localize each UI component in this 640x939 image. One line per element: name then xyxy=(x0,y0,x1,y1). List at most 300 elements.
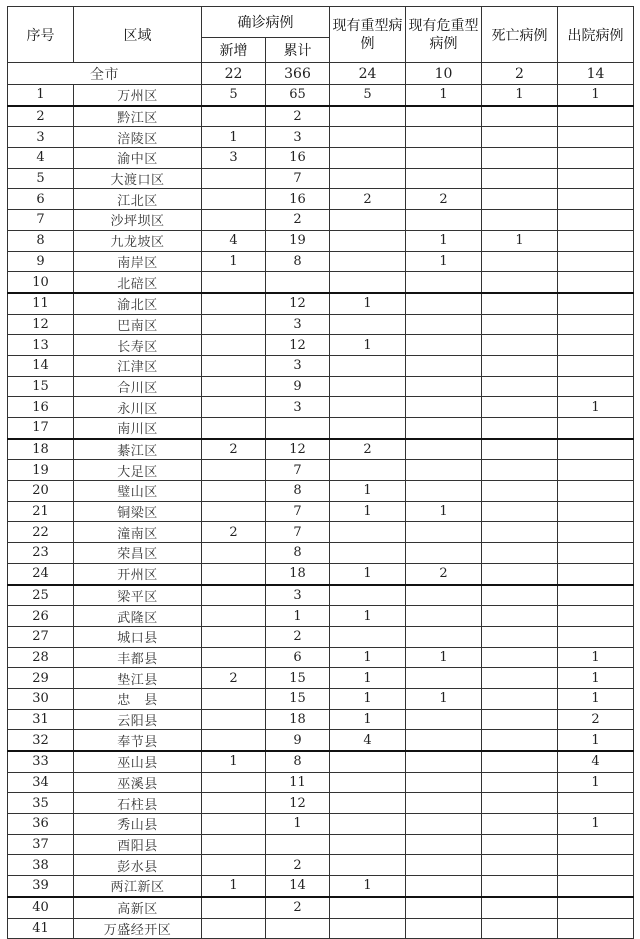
seq-cell: 38 xyxy=(8,855,74,876)
cumulative-cell: 3 xyxy=(266,397,330,418)
critical-cell xyxy=(406,626,482,647)
deaths-cell xyxy=(482,626,558,647)
discharged-cell xyxy=(558,626,634,647)
critical-cell xyxy=(406,543,482,564)
cumulative-cell: 12 xyxy=(266,793,330,814)
critical-cell: 2 xyxy=(406,563,482,584)
region-cell: 梁平区 xyxy=(74,585,202,606)
severe-cell xyxy=(330,793,406,814)
cumulative-cell: 11 xyxy=(266,772,330,793)
region-cell: 巫山县 xyxy=(74,751,202,772)
table-row xyxy=(8,106,634,127)
table-header xyxy=(8,7,634,63)
severe-cell: 2 xyxy=(330,439,406,460)
table-row xyxy=(8,647,634,668)
critical-cell: 1 xyxy=(406,85,482,106)
table-row xyxy=(8,210,634,231)
table-row xyxy=(8,481,634,502)
discharged-cell: 1 xyxy=(558,647,634,668)
severe-cell xyxy=(330,751,406,772)
discharged-cell xyxy=(558,418,634,439)
cumulative-cell: 9 xyxy=(266,730,330,751)
deaths-cell xyxy=(482,127,558,148)
new-cell xyxy=(202,563,266,584)
discharged-cell xyxy=(558,148,634,169)
table-row xyxy=(8,314,634,335)
new-cell xyxy=(202,397,266,418)
deaths-cell xyxy=(482,730,558,751)
critical-cell xyxy=(406,751,482,772)
new-cell xyxy=(202,772,266,793)
deaths-cell xyxy=(482,210,558,231)
new-cell: 1 xyxy=(202,751,266,772)
severe-cell: 1 xyxy=(330,688,406,709)
region-cell: 永川区 xyxy=(74,397,202,418)
table-row xyxy=(8,585,634,606)
seq-cell: 5 xyxy=(8,168,74,189)
region-cell: 城口县 xyxy=(74,626,202,647)
seq-cell: 28 xyxy=(8,647,74,668)
critical-cell xyxy=(406,918,482,939)
cumulative-cell: 2 xyxy=(266,626,330,647)
cumulative-cell: 3 xyxy=(266,127,330,148)
critical-cell xyxy=(406,814,482,835)
cumulative-cell: 7 xyxy=(266,501,330,522)
cumulative-cell: 3 xyxy=(266,585,330,606)
critical-cell: 1 xyxy=(406,647,482,668)
table-row xyxy=(8,709,634,730)
discharged-cell xyxy=(558,876,634,897)
seq-cell: 27 xyxy=(8,626,74,647)
discharged-cell xyxy=(558,606,634,627)
severe-cell: 1 xyxy=(330,876,406,897)
region-cell: 南岸区 xyxy=(74,251,202,272)
region-cell: 两江新区 xyxy=(74,876,202,897)
deaths-cell xyxy=(482,855,558,876)
new-cell xyxy=(202,376,266,397)
table-row xyxy=(8,876,634,897)
cumulative-cell: 6 xyxy=(266,647,330,668)
critical-cell: 1 xyxy=(406,688,482,709)
severe-cell xyxy=(330,127,406,148)
region-cell: 璧山区 xyxy=(74,481,202,502)
region-cell: 高新区 xyxy=(74,897,202,918)
discharged-cell xyxy=(558,106,634,127)
cumulative-cell: 12 xyxy=(266,293,330,314)
severe-cell xyxy=(330,168,406,189)
discharged-cell: 1 xyxy=(558,85,634,106)
cumulative-cell: 19 xyxy=(266,230,330,251)
table-row xyxy=(8,397,634,418)
critical-cell xyxy=(406,439,482,460)
seq-cell: 17 xyxy=(8,418,74,439)
seq-cell: 20 xyxy=(8,481,74,502)
deaths-cell xyxy=(482,834,558,855)
region-cell: 潼南区 xyxy=(74,522,202,543)
severe-cell xyxy=(330,314,406,335)
seq-cell: 4 xyxy=(8,148,74,169)
header-confirmed: 确诊病例 xyxy=(202,7,330,38)
deaths-cell xyxy=(482,376,558,397)
region-cell: 奉节县 xyxy=(74,730,202,751)
critical-cell xyxy=(406,606,482,627)
severe-cell xyxy=(330,251,406,272)
header-deaths: 死亡病例 xyxy=(482,7,558,63)
deaths-cell xyxy=(482,189,558,210)
cumulative-cell: 7 xyxy=(266,522,330,543)
severe-cell: 5 xyxy=(330,85,406,106)
cumulative-cell: 3 xyxy=(266,314,330,335)
region-cell: 沙坪坝区 xyxy=(74,210,202,231)
region-cell: 忠 县 xyxy=(74,688,202,709)
region-cell: 合川区 xyxy=(74,376,202,397)
discharged-cell xyxy=(558,335,634,356)
region-cell: 荣昌区 xyxy=(74,543,202,564)
table-row xyxy=(8,918,634,939)
seq-cell: 18 xyxy=(8,439,74,460)
cumulative-cell xyxy=(266,834,330,855)
total-cumulative: 366 xyxy=(266,63,330,85)
discharged-cell xyxy=(558,251,634,272)
region-cell: 武隆区 xyxy=(74,606,202,627)
region-cell: 巫溪县 xyxy=(74,772,202,793)
severe-cell xyxy=(330,522,406,543)
new-cell xyxy=(202,918,266,939)
critical-cell xyxy=(406,793,482,814)
total-row xyxy=(8,63,634,85)
cumulative-cell: 18 xyxy=(266,563,330,584)
discharged-cell xyxy=(558,460,634,481)
seq-cell: 37 xyxy=(8,834,74,855)
critical-cell: 1 xyxy=(406,230,482,251)
new-cell xyxy=(202,501,266,522)
discharged-cell xyxy=(558,168,634,189)
table-row xyxy=(8,751,634,772)
deaths-cell xyxy=(482,543,558,564)
total-deaths: 2 xyxy=(482,63,558,85)
region-cell: 大足区 xyxy=(74,460,202,481)
severe-cell xyxy=(330,772,406,793)
region-cell: 江北区 xyxy=(74,189,202,210)
discharged-cell xyxy=(558,355,634,376)
cumulative-cell: 2 xyxy=(266,210,330,231)
new-cell xyxy=(202,418,266,439)
new-cell xyxy=(202,814,266,835)
severe-cell xyxy=(330,626,406,647)
discharged-cell xyxy=(558,501,634,522)
region-cell: 九龙坡区 xyxy=(74,230,202,251)
deaths-cell xyxy=(482,563,558,584)
deaths-cell xyxy=(482,606,558,627)
discharged-cell xyxy=(558,314,634,335)
region-cell: 巴南区 xyxy=(74,314,202,335)
new-cell: 2 xyxy=(202,668,266,689)
cumulative-cell: 16 xyxy=(266,189,330,210)
critical-cell xyxy=(406,168,482,189)
region-cell: 铜梁区 xyxy=(74,501,202,522)
critical-cell xyxy=(406,272,482,293)
discharged-cell xyxy=(558,793,634,814)
seq-cell: 30 xyxy=(8,688,74,709)
deaths-cell xyxy=(482,439,558,460)
seq-cell: 33 xyxy=(8,751,74,772)
region-cell: 开州区 xyxy=(74,563,202,584)
critical-cell xyxy=(406,585,482,606)
discharged-cell xyxy=(558,897,634,918)
severe-cell: 4 xyxy=(330,730,406,751)
deaths-cell xyxy=(482,168,558,189)
table-row xyxy=(8,522,634,543)
critical-cell xyxy=(406,293,482,314)
cumulative-cell: 65 xyxy=(266,85,330,106)
cumulative-cell: 14 xyxy=(266,876,330,897)
severe-cell xyxy=(330,855,406,876)
cumulative-cell: 3 xyxy=(266,355,330,376)
seq-cell: 13 xyxy=(8,335,74,356)
table-row xyxy=(8,563,634,584)
critical-cell xyxy=(406,106,482,127)
severe-cell: 1 xyxy=(330,709,406,730)
seq-cell: 36 xyxy=(8,814,74,835)
seq-cell: 25 xyxy=(8,585,74,606)
critical-cell xyxy=(406,709,482,730)
deaths-cell xyxy=(482,106,558,127)
table-body xyxy=(8,63,634,939)
deaths-cell: 1 xyxy=(482,85,558,106)
seq-cell: 14 xyxy=(8,355,74,376)
total-label: 全市 xyxy=(8,63,202,85)
new-cell xyxy=(202,106,266,127)
severe-cell xyxy=(330,585,406,606)
severe-cell xyxy=(330,106,406,127)
deaths-cell xyxy=(482,501,558,522)
deaths-cell xyxy=(482,897,558,918)
deaths-cell xyxy=(482,668,558,689)
seq-cell: 41 xyxy=(8,918,74,939)
table-row xyxy=(8,626,634,647)
region-cell: 秀山县 xyxy=(74,814,202,835)
severe-cell: 1 xyxy=(330,606,406,627)
deaths-cell xyxy=(482,772,558,793)
table-row xyxy=(8,543,634,564)
deaths-cell xyxy=(482,418,558,439)
severe-cell xyxy=(330,397,406,418)
critical-cell xyxy=(406,855,482,876)
deaths-cell xyxy=(482,751,558,772)
discharged-cell xyxy=(558,834,634,855)
critical-cell xyxy=(406,418,482,439)
cumulative-cell: 1 xyxy=(266,814,330,835)
new-cell: 2 xyxy=(202,439,266,460)
new-cell xyxy=(202,335,266,356)
new-cell xyxy=(202,210,266,231)
seq-cell: 11 xyxy=(8,293,74,314)
deaths-cell xyxy=(482,355,558,376)
severe-cell xyxy=(330,355,406,376)
critical-cell xyxy=(406,376,482,397)
discharged-cell: 4 xyxy=(558,751,634,772)
deaths-cell xyxy=(482,793,558,814)
new-cell: 1 xyxy=(202,251,266,272)
region-cell: 万盛经开区 xyxy=(74,918,202,939)
table-row xyxy=(8,668,634,689)
deaths-cell xyxy=(482,522,558,543)
cumulative-cell: 7 xyxy=(266,460,330,481)
severe-cell: 1 xyxy=(330,501,406,522)
seq-cell: 15 xyxy=(8,376,74,397)
severe-cell: 2 xyxy=(330,189,406,210)
new-cell xyxy=(202,793,266,814)
cumulative-cell: 2 xyxy=(266,897,330,918)
critical-cell xyxy=(406,397,482,418)
seq-cell: 35 xyxy=(8,793,74,814)
deaths-cell: 1 xyxy=(482,230,558,251)
cumulative-cell: 12 xyxy=(266,335,330,356)
region-cell: 丰都县 xyxy=(74,647,202,668)
cumulative-cell: 8 xyxy=(266,251,330,272)
discharged-cell xyxy=(558,522,634,543)
critical-cell xyxy=(406,772,482,793)
critical-cell xyxy=(406,481,482,502)
deaths-cell xyxy=(482,585,558,606)
header-critical: 现有危重型病例 xyxy=(406,7,482,63)
case-table xyxy=(7,6,634,939)
new-cell xyxy=(202,189,266,210)
deaths-cell xyxy=(482,918,558,939)
total-discharged: 14 xyxy=(558,63,634,85)
deaths-cell xyxy=(482,397,558,418)
deaths-cell xyxy=(482,688,558,709)
discharged-cell xyxy=(558,481,634,502)
discharged-cell: 1 xyxy=(558,772,634,793)
discharged-cell xyxy=(558,230,634,251)
severe-cell: 1 xyxy=(330,335,406,356)
seq-cell: 40 xyxy=(8,897,74,918)
region-cell: 黔江区 xyxy=(74,106,202,127)
critical-cell xyxy=(406,460,482,481)
new-cell xyxy=(202,647,266,668)
severe-cell xyxy=(330,897,406,918)
table-row xyxy=(8,460,634,481)
seq-cell: 19 xyxy=(8,460,74,481)
deaths-cell xyxy=(482,814,558,835)
header-severe: 现有重型病例 xyxy=(330,7,406,63)
cumulative-cell: 12 xyxy=(266,439,330,460)
severe-cell xyxy=(330,543,406,564)
critical-cell xyxy=(406,876,482,897)
seq-cell: 7 xyxy=(8,210,74,231)
total-critical: 10 xyxy=(406,63,482,85)
critical-cell xyxy=(406,522,482,543)
seq-cell: 23 xyxy=(8,543,74,564)
cumulative-cell: 8 xyxy=(266,751,330,772)
critical-cell xyxy=(406,314,482,335)
new-cell xyxy=(202,355,266,376)
discharged-cell xyxy=(558,293,634,314)
cumulative-cell: 2 xyxy=(266,106,330,127)
cumulative-cell: 7 xyxy=(266,168,330,189)
deaths-cell xyxy=(482,148,558,169)
seq-cell: 39 xyxy=(8,876,74,897)
table-row xyxy=(8,251,634,272)
case-table-container xyxy=(7,6,634,939)
discharged-cell: 1 xyxy=(558,668,634,689)
cumulative-cell: 16 xyxy=(266,148,330,169)
seq-cell: 10 xyxy=(8,272,74,293)
new-cell xyxy=(202,897,266,918)
new-cell xyxy=(202,688,266,709)
discharged-cell xyxy=(558,918,634,939)
deaths-cell xyxy=(482,647,558,668)
severe-cell xyxy=(330,272,406,293)
region-cell: 渝北区 xyxy=(74,293,202,314)
seq-cell: 26 xyxy=(8,606,74,627)
table-row xyxy=(8,376,634,397)
discharged-cell xyxy=(558,376,634,397)
deaths-cell xyxy=(482,481,558,502)
severe-cell xyxy=(330,148,406,169)
new-cell xyxy=(202,481,266,502)
deaths-cell xyxy=(482,460,558,481)
new-cell: 5 xyxy=(202,85,266,106)
table-row xyxy=(8,272,634,293)
region-cell: 渝中区 xyxy=(74,148,202,169)
new-cell: 3 xyxy=(202,148,266,169)
critical-cell xyxy=(406,897,482,918)
new-cell xyxy=(202,460,266,481)
new-cell: 2 xyxy=(202,522,266,543)
severe-cell: 1 xyxy=(330,563,406,584)
deaths-cell xyxy=(482,709,558,730)
critical-cell xyxy=(406,834,482,855)
seq-cell: 21 xyxy=(8,501,74,522)
seq-cell: 22 xyxy=(8,522,74,543)
new-cell xyxy=(202,272,266,293)
table-row xyxy=(8,793,634,814)
seq-cell: 16 xyxy=(8,397,74,418)
seq-cell: 1 xyxy=(8,85,74,106)
discharged-cell xyxy=(558,189,634,210)
table-row xyxy=(8,293,634,314)
severe-cell: 1 xyxy=(330,293,406,314)
discharged-cell xyxy=(558,855,634,876)
discharged-cell: 1 xyxy=(558,814,634,835)
discharged-cell xyxy=(558,272,634,293)
table-row xyxy=(8,189,634,210)
region-cell: 江津区 xyxy=(74,355,202,376)
seq-cell: 2 xyxy=(8,106,74,127)
critical-cell xyxy=(406,355,482,376)
new-cell xyxy=(202,626,266,647)
cumulative-cell: 8 xyxy=(266,481,330,502)
critical-cell xyxy=(406,668,482,689)
new-cell xyxy=(202,730,266,751)
critical-cell: 2 xyxy=(406,189,482,210)
table-row xyxy=(8,85,634,106)
new-cell xyxy=(202,855,266,876)
discharged-cell: 1 xyxy=(558,730,634,751)
discharged-cell: 2 xyxy=(558,709,634,730)
severe-cell xyxy=(330,834,406,855)
severe-cell xyxy=(330,460,406,481)
header-region: 区域 xyxy=(74,7,202,63)
seq-cell: 32 xyxy=(8,730,74,751)
discharged-cell xyxy=(558,563,634,584)
table-row xyxy=(8,168,634,189)
new-cell xyxy=(202,293,266,314)
seq-cell: 9 xyxy=(8,251,74,272)
new-cell xyxy=(202,585,266,606)
